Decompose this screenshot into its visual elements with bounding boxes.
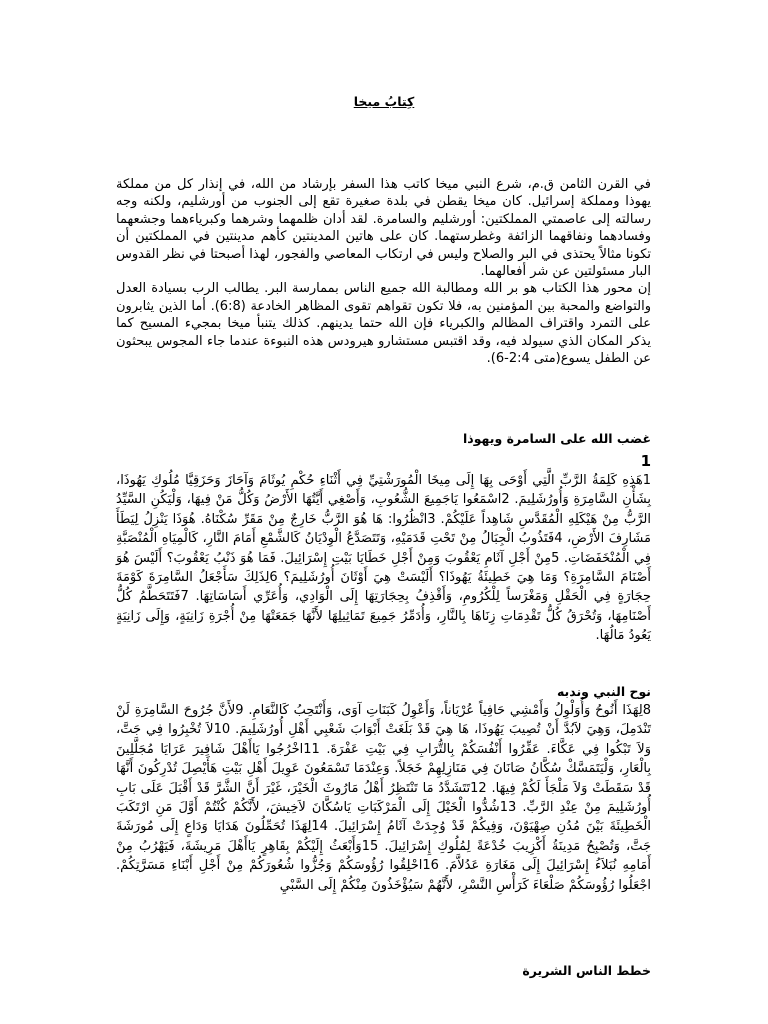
chapter-number: 1: [640, 452, 651, 470]
verse-text: 1هَذِهِ كَلِمَةُ الرَّبِّ الَّتِي أَوْحَى بِهَا إِلَى مِيخَا الْمُورَشْتِيِّ فِي أَثْنَاءِ حُكْمِ يُوثَامَ وَآحَازَ وَحَزَقِيَّا مُلُوكِ يَهُوذَا، بِشَأْنِ السَّامِرَةِ وَأُورُشَلِيمَ. 2اسْمَعُوا يَاجَمِيعَ الشُّعُوبِ، وَأَصْغِي أَيَّتُهَا الأَرْضُ وَكُلُّ مَنْ فِيهَا، وَلْيَكُنِ السَّيِّدُ الرَّبُّ مِنْ هَيْكَلِهِ الْمُقَدَّسِ شَاهِداً عَلَيْكُمْ. 3انْظُرُوا: هَا هُوَ الرَّبُّ خَارِجٌ مِنْ مَقَرِّ سُكْنَاهُ. هُوَذَا يَنْزِلُ لِيَطَأَ مَشَارِفَ الأَرْضِ، 4فَتَذُوبُ الْجِبَالُ مِنْ تَحْتِ قَدَمَيْهِ، وَتَتَصَدَّعُ الْوِدْيَانُ كَالشَّمْعِ أَمَامَ النَّارِ، كَالْمِيَاهِ الْمُنْصَبَّةِ فِي الْمُنْخَفَضَاتِ. 5مِنْ أَجْلِ آثَامِ يَعْقُوبَ وَمِنْ أَجْلِ خَطَايَا بَيْتِ إِسْرَائِيلَ. فَمَا هُوَ ذَنْبُ يَعْقُوبَ؟ أَلَيْسَ هُوَ أَصْنَامَ السَّامِرَةِ؟ وَمَا هِيَ خَطِيئَةُ يَهُوذَا؟ أَلَيْسَتْ هِيَ أَوْثَانَ أُورُشَلِيمَ؟ 6لِذَلِكَ سَأَجْعَلُ السَّامِرَةَ كَوْمَةَ حِجَارَةٍ فِي الْحَقْلِ وَمَغْرَساً لِلْكُرُومِ، وَأَقْذِفُ بِحِجَارَتِهَا إِلَى الْوَادِي، وَأُعَرِّي أَسَاسَاتِهَا. 7فَتَتَحَطَّمُ كُلُّ أَصْنَامِهَا، وَتُحْرَقُ كُلُّ تَقْدِمَاتِ زِنَاهَا بِالنَّارِ، وَأُدَمِّرُ جَمِيعَ تَمَاثِيلِهَا لأَنَّهَا جَمَعَتْهَا مِنْ أُجْرَةِ زَانِيَةٍ، وَإِلَى زَانِيَةٍ يَعُودُ مَالُهَا.: [116, 473, 652, 644]
section-heading: خطط الناس الشريرة: [522, 963, 651, 978]
document-title: كِتابُ ميخا: [353, 94, 415, 109]
section-heading: غضب الله على السامرة ويهوذا: [463, 431, 651, 446]
introduction: [116, 176, 651, 367]
verse-text: 8لِهَذَا أَنُوحُ وَأُوَلْوِلُ وَأَمْشِي حَافِياً عُرْيَاناً، وَأَعْوِلُ كَبَنَاتِ آوَى، وَأَنْتَحِبُ كَالنَّعَامِ. 9لأَنَّ جُرُوحَ السَّامِرَةِ لَنْ تَنْدَمِلَ، وَهِيَ لاَبُدَّ أَنْ تُصِيبَ يَهُوذَا، هَا هِيَ قَدْ بَلَغَتْ أَبْوَابَ شَعْبِي أَهْلِ أُورُشَلِيمَ. 10لاَ تُخْبِرُوا فِي جَتَّ، وَلاَ تَبْكُوا فِي عَكَّاءَ. عَفِّرُوا أَنْفُسَكُمْ بِالتُّرَابِ فِي بَيْتِ عَفْرَةَ. 11اخْرُجُوا يَاأَهْلَ شَافِيرَ عَرَايَا مُجَلَّلِينَ بِالْعَارِ، وَلْيَتَمَسَّكْ سُكَّانُ صَانَانَ فِي مَنَازِلِهِمْ خَجَلاً. وَعِنْدَمَا تَسْمَعُونَ عَوِيلَ أَهْلِ بَيْتِ هَأَيْصِلَ تُدْرِكُونَ أَنَّهَا قَدْ سَقَطَتْ وَلاَ مَلْجَأَ لَكُمْ فِيهَا. 12تَتَشَدَّدُ مَا تَنْتَظِرُ أَهْلُ مَارُوثَ الْخَيْرَ، غَيْرَ أَنَّ الشَّرَّ قَدْ أَقْبَلَ عَلَى بَابِ أُورُشَلِيمَ مِنْ عِنْدِ الرَّبِّ. 13شُدُّوا الْخَيْلَ إِلَى الْمَرْكَبَاتِ يَاسُكَّانَ لاَخِيشَ، لأَنَّكُمْ كُنْتُمْ أَوَّلَ مَنِ ارْتَكَبَ الْخَطِيئَةَ بَيْنَ مُدُنِ صِهْيَوْنَ، وَفِيكُمْ قَدْ وُجِدَتْ آثَامُ إِسْرَائِيلَ. 14لِهَذَا تُحَمِّلُونَ هَدَايَا وَدَاعٍ إِلَى مُورَشَةَ جَتَّ، وَتُصْبِحُ مَدِينَةُ أَكْزِيبَ خُدْعَةً لِمُلُوكِ إِسْرَائِيلَ. 15وَأَبْعَثُ إِلَيْكُمْ بِقَاهِرٍ يَاأَهْلَ مَرِيشَةَ، فَيَهْرُبُ مِنْ أَمَامِهِ نُبَلاَءُ إِسْرَائِيلَ إِلَى مَغَارَةِ عَدُلاَّمَ. 16احْلِقُوا رُؤُوسَكُمْ وَجُزُّوا شُعُورَكُمْ مِنْ أَجْلِ أَبْنَاءِ مَسَرَّتِكُمْ. اجْعَلُوا رُؤُوسَكُمْ صَلْعَاءَ كَرَأْسِ النَّسْرِ، لأَنَّهُمْ سَيُؤْخَذُونَ مِنْكُمْ إِلَى السَّبْيِ: [116, 703, 652, 893]
section-heading: نوح النبي وندبه: [556, 684, 651, 699]
intro-paragraph: إن محور هذا الكتاب هو بر الله ومطالبة الله جميع الناس بممارسة البر. يطالب الرب بسيادة العدل والتواضع والمحبة بين المؤمنين به، فلا تكون تقواهم تقوى المظاهر الخادعة (6:8). أما الذين يثابرون على التمرد واقتراف المظالم والكبرياء فإن الله حتما يدينهم. كذلك يتنبأ ميخا بمجيء المسيح كما يذكر المكان الذي سيولد فيه، وقد اقتبس مستشارو هيرودس هذه النبوءة عندما جاء المجوس يبحثون عن الطفل يسوع(متى 2:4-6).: [116, 281, 651, 367]
intro-paragraph: في القرن الثامن ق.م، شرع النبي ميخا كاتب هذا السفر بإرشاد من الله، في إنذار كل من مملكة يهوذا ومملكة إسرائيل. كان ميخا يقطن في بلدة صغيرة تقع إلى الجنوب من أورشليم، ولكنه وجه رسالته إلى عاصمتي المملكتين: أورشليم والسامرة. لقد أدان ظلمهما وشرهما وكبرياءهما وجشعهما وفسادهما ونفاقهما الزائفة وغطرستهما. كان على هاتين المدينتين كأهم مدينتين في المملكتين أن تكونا مثالاً يحتذى في البر والصلاح وليس في ارتكاب المعاصي والفجور، لهذا أصبحتا في نظر القدوس البار مسئولتين عن شر أفعالهما.: [116, 177, 651, 280]
